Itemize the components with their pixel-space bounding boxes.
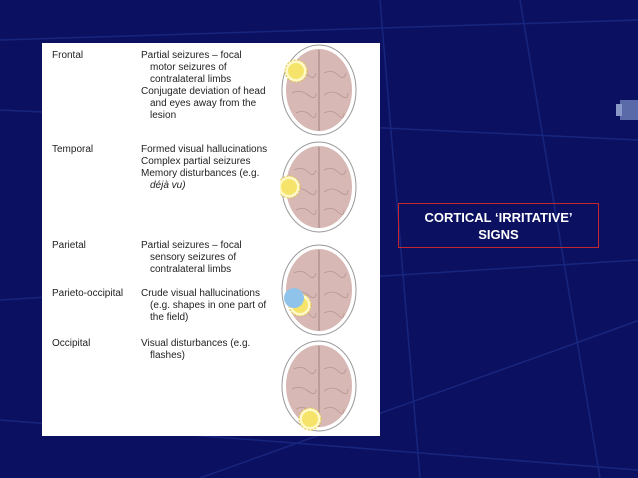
sign-line: déjà vu) [150,180,186,191]
sign-line: Memory disturbances (e.g. [141,168,260,179]
sign-line: the field) [150,312,189,323]
signs-table-panel [42,43,380,436]
sign-line: lesion [150,110,177,121]
sign-line: contralateral limbs [150,264,232,275]
sign-line: flashes) [150,350,186,361]
region-label: Parieto-occipital [52,288,124,299]
brain-diagram-parietal [280,243,358,337]
sign-line: Crude visual hallucinations [141,288,260,299]
sign-line: Partial seizures – focal [141,50,242,61]
slide-tab-decoration [614,98,638,122]
sign-line: Complex partial seizures [141,156,251,167]
signs-text [141,144,281,192]
sign-line: Conjugate deviation of head [141,86,266,97]
sign-line: (e.g. shapes in one part of [150,300,267,311]
brain-diagram-frontal [280,43,358,137]
signs-text [141,338,281,362]
signs-text [141,50,281,122]
region-label: Temporal [52,144,94,155]
callout-line-1: CORTICAL ‘IRRITATIVE’ [424,210,573,225]
region-label: Parietal [52,240,86,251]
sign-line: Partial seizures – focal [141,240,242,251]
sign-line: Formed visual hallucinations [141,144,268,155]
lesion-marker [285,60,307,82]
lesion-marker [280,176,300,198]
region-label: Frontal [52,50,84,61]
region-label: Occipital [52,338,91,349]
sign-line: sensory seizures of [150,252,237,263]
callout-line-2: SIGNS [478,227,519,242]
cortical-irritative-signs-callout [398,203,599,248]
sign-line: contralateral limbs [150,74,232,85]
sign-line: Visual disturbances (e.g. [141,338,251,349]
brain-diagram-occipital [280,339,358,433]
sign-line: and eyes away from the [150,98,257,109]
signs-text [141,288,281,324]
brain-diagram-temporal [280,140,358,234]
lesion-marker [299,408,321,430]
sign-line: motor seizures of [150,62,227,73]
signs-text [141,240,281,276]
